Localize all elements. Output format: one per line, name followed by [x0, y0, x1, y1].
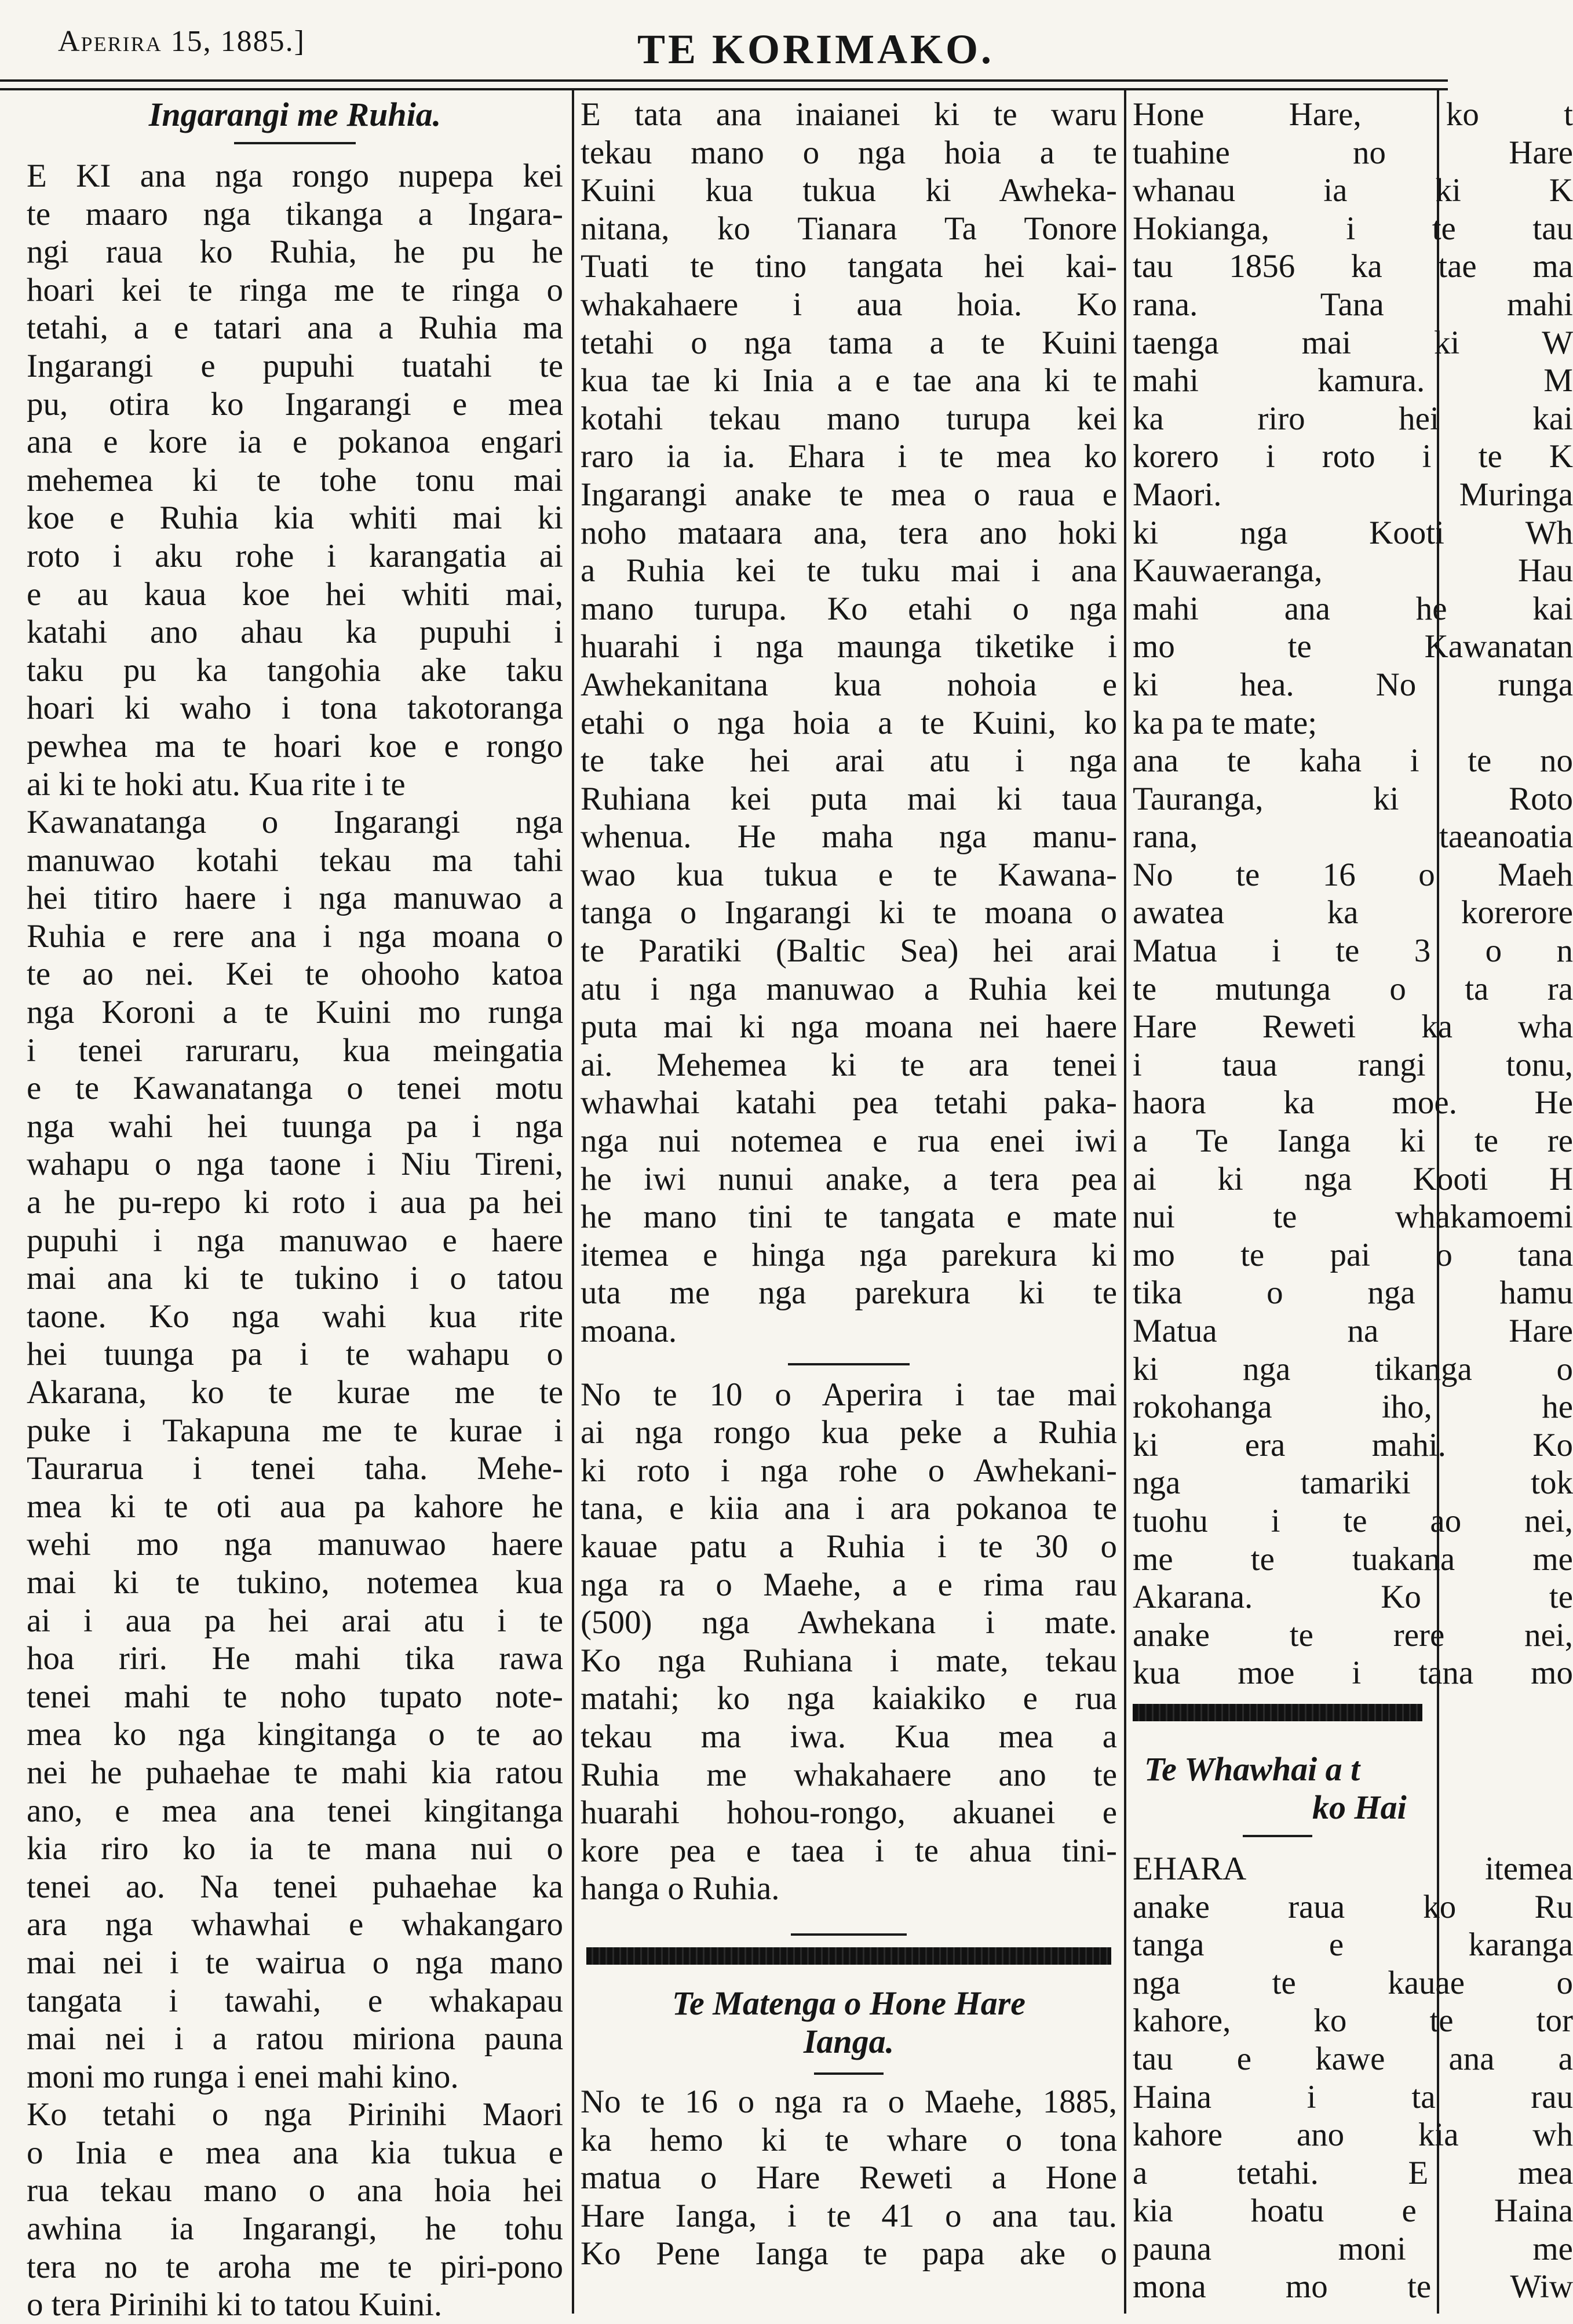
text-line: roto i aku rohe i karangatia ai [27, 537, 563, 574]
text-line: ka pa te mate; [1133, 704, 1317, 741]
text-line: Tuati te tino tangata hei kai- [581, 248, 1117, 285]
text-line: Hare Reweti ka wha [1133, 1008, 1573, 1046]
text-line: puke i Takapuna me te kurae i [27, 1412, 563, 1449]
text-line: Tauranga, ki Roto [1133, 780, 1573, 817]
section-separator-short [791, 1933, 907, 1936]
text-line: korero i roto i te K [1133, 438, 1573, 475]
text-line: nitana, ko Tianara Ta Tonore [581, 210, 1117, 247]
text-line: raro ia ia. Ehara i te mea ko [581, 438, 1117, 475]
text-line: te take hei arai atu i nga [581, 742, 1117, 779]
text-line: pewhea ma te hoari koe e rongo [27, 727, 563, 764]
text-line: ki nga Kooti Wh [1133, 514, 1573, 551]
text-line: hoa riri. He mahi tika rawa [27, 1640, 563, 1677]
text-line: No te 16 o Maeh [1133, 856, 1573, 893]
text-line: ai i aua pa hei arai atu i te [27, 1602, 563, 1639]
text-line: a Ruhia kei te tuku mai i ana [581, 552, 1117, 589]
obituary-body-continued [1133, 96, 1573, 1692]
text-line: noho mataara ana, tera ano hoki [581, 514, 1117, 551]
text-line: kahore, ko te tor [1133, 2002, 1573, 2039]
text-line: etahi o nga hoia a te Kuini, ko [581, 704, 1117, 741]
text-line: matua o Hare Reweti a Hone [581, 2159, 1117, 2196]
text-line: ka riro hei kai [1133, 400, 1573, 437]
text-line: hei titiro haere i nga manuwao a [27, 880, 563, 917]
text-line: anake te rere nei, [1133, 1616, 1573, 1653]
text-line: rana. Tana mahi [1133, 286, 1573, 323]
text-line: o Inia e mea ana kia tukua e [27, 2134, 563, 2171]
text-line: whanau ia ki K [1133, 172, 1573, 209]
text-line: No te 10 o Aperira i tae mai [581, 1376, 1117, 1413]
text-line: mahi ana he kai [1133, 590, 1573, 627]
text-line: rua tekau mano o ana hoia hei [27, 2172, 563, 2209]
text-line: ki hea. No runga [1133, 666, 1573, 703]
header-rule-top [0, 79, 1448, 82]
text-line: Haina i ta rau [1133, 2078, 1573, 2115]
text-line: mo te pai o tana [1133, 1236, 1573, 1273]
article-body-whawhai [1133, 1850, 1573, 2306]
column-divider-1 [572, 88, 574, 2314]
text-line: mai nei i te wairua o nga mano [27, 1944, 563, 1981]
text-line: kauae patu a Ruhia i te 30 o [581, 1528, 1117, 1565]
text-line: pupuhi i nga manuwao e haere [27, 1222, 563, 1259]
obituary-title-line1: Te Matenga o Hone Hare [671, 1984, 1026, 2022]
text-line: ai nga rongo kua peke a Ruhia [581, 1414, 1117, 1451]
text-line: tera no te aroha me te piri-pono [27, 2248, 563, 2285]
text-line: tuohu i te ao nei, [1133, 1502, 1573, 1539]
text-line: E tata ana inaianei ki te waru [581, 96, 1117, 133]
text-line: mahi kamura. M [1133, 362, 1573, 399]
obituary-body [581, 2083, 1117, 2273]
text-line: kore pea e taea i te ahua tini- [581, 1832, 1117, 1869]
text-line: taku pu ka tangohia ake taku [27, 651, 563, 689]
text-line: nei he puhaehae te mahi kia ratou [27, 1754, 563, 1791]
text-line: tekau ma iwa. Kua mea a [581, 1718, 1117, 1755]
text-line: tenei mahi te noho tupato note- [27, 1678, 563, 1715]
text-line: mea ki te oti aua pa kahore he [27, 1488, 563, 1525]
text-line: kua moe i tana mo [1133, 1655, 1573, 1692]
text-line: whenua. He maha nga manu- [581, 818, 1117, 855]
text-line: mano turupa. Ko etahi o nga [581, 590, 1117, 627]
text-line: tau e kawe ana a [1133, 2040, 1573, 2077]
text-line: Ruhiana kei puta mai ki taua [581, 780, 1117, 817]
text-line: whawhai katahi pea tetahi paka- [581, 1084, 1117, 1121]
page-header [0, 0, 1448, 87]
text-line: kia hoatu e Haina [1133, 2192, 1573, 2230]
article-title-ingarangi-me-ruhia: Ingarangi me Ruhia. [148, 96, 441, 133]
text-line: No te 16 o nga ra o Maehe, 1885, [581, 2083, 1117, 2120]
text-line: Taurarua i tenei taha. Mehe- [27, 1450, 563, 1487]
newspaper-masthead: TE KORIMAKO. [637, 26, 995, 72]
text-line: te ao nei. Kei te ohooho katoa [27, 956, 563, 993]
text-line: a tetahi. E mea [1133, 2154, 1573, 2191]
text-line: te mutunga o ta ra [1133, 970, 1573, 1007]
text-line: taenga mai ki W [1133, 324, 1573, 361]
text-line: Ingarangi anake te mea o raua e [581, 476, 1117, 513]
text-line: mona mo te Wiw [1133, 2268, 1573, 2305]
text-line: tika o nga hamu [1133, 1274, 1573, 1312]
text-line: he mano tini te tangata e mate [581, 1199, 1117, 1236]
text-line: a Te Ianga ki te re [1133, 1123, 1573, 1160]
text-line: ki roto i nga rohe o Awhekani- [581, 1452, 1117, 1489]
text-line: pauna moni me [1133, 2230, 1573, 2267]
column-2 [581, 96, 1117, 2314]
text-line: EHARA itemea [1133, 1850, 1573, 1887]
text-line: e te Kawanatanga o tenei motu [27, 1070, 563, 1107]
text-line: taone. Ko nga wahi kua rite [27, 1298, 563, 1335]
article-body-continued [581, 96, 1117, 1350]
ornamental-bar [586, 1947, 1111, 1965]
text-line: e au kaua koe hei whiti mai, [27, 575, 563, 613]
text-line: mai nei i a ratou miriona pauna [27, 2020, 563, 2057]
text-line: nga Koroni a te Kuini mo runga [27, 994, 563, 1031]
text-line: kotahi tekau mano turupa kei [581, 400, 1117, 437]
text-line: a he pu-repo ki roto i aua pa hei [27, 1184, 563, 1221]
text-line: tenei ao. Na tenei puhaehae ka [27, 1868, 563, 1905]
text-line: (500) nga Awhekana i mate. [581, 1604, 1117, 1641]
text-line: itemea e hinga nga parekura ki [581, 1236, 1117, 1273]
text-line: ana te kaha i te no [1133, 742, 1573, 779]
text-line: Hokianga, i te tau [1133, 210, 1573, 247]
text-line: Ko nga Ruhiana i mate, tekau [581, 1642, 1117, 1679]
text-line: ngi raua ko Ruhia, he pu he [27, 234, 563, 271]
text-line: manuwao kotahi tekau ma tahi [27, 842, 563, 879]
text-line: rana, taeanoatia [1133, 818, 1573, 855]
text-line: te Paratiki (Baltic Sea) hei arai [581, 932, 1117, 970]
text-line: tuahine no Hare [1133, 134, 1573, 171]
text-line: Ko tetahi o nga Pirinihi Maori [27, 2096, 563, 2133]
text-line: matahi; ko nga kaiakiko e rua [581, 1680, 1117, 1717]
text-line: he iwi nunui anake, a tera pea [581, 1160, 1117, 1197]
text-line: Hare Ianga, i te 41 o ana tau. [581, 2197, 1117, 2234]
column-1 [27, 96, 563, 2323]
obituary-title [581, 1976, 1117, 2069]
text-line: ka hemo ki te whare o tona [581, 2121, 1117, 2158]
text-line: moni mo runga i enei mahi kino. [27, 2058, 459, 2095]
column-divider-2 [1124, 88, 1126, 2314]
text-line: anake raua ko Ru [1133, 1888, 1573, 1925]
text-line: mehemea ki te tohe tonu mai [27, 461, 563, 498]
text-line: huarahi i nga maunga tiketike i [581, 628, 1117, 665]
text-line: mai ki te tukino, notemea kua [27, 1564, 563, 1601]
text-line: hoari kei te ringa me te ringa o [27, 271, 563, 308]
text-line: Maori. Muringa [1133, 476, 1573, 513]
text-line: i tenei raruraru, kua meingatia [27, 1032, 563, 1069]
text-line: nga tamariki tok [1133, 1465, 1573, 1502]
text-line: hanga o Ruhia. [581, 1870, 780, 1907]
text-line: rokohanga iho, he [1133, 1389, 1573, 1426]
text-line: ai ki nga Kooti H [1133, 1160, 1573, 1197]
issue-date: Aperira 15, 1885.] [58, 25, 305, 58]
text-line: pu, otira ko Ingarangi e mea [27, 385, 563, 422]
text-line: nga ra o Maehe, a e rima rau [581, 1566, 1117, 1603]
text-line: o tera Pirinihi ki to tatou Kuini. [27, 2286, 443, 2323]
text-line: nui te whakamoemi [1133, 1199, 1573, 1236]
text-line: i taua rangi tonu, [1133, 1046, 1573, 1083]
text-line: awhina ia Ingarangi, he tohu [27, 2210, 563, 2247]
text-line: ki era mahi. Ko [1133, 1426, 1573, 1463]
article-title-whawhai-line1: Te Whawhai a t [1144, 1750, 1360, 1788]
text-line: hoari ki waho i tona takotoranga [27, 690, 563, 727]
text-line: atu i nga manuwao a Ruhia kei [581, 970, 1117, 1007]
text-line: tekau mano o nga hoia a te [581, 134, 1117, 171]
text-line: Ruhia me whakahaere ano te [581, 1756, 1117, 1793]
text-line: uta me nga parekura ki te [581, 1274, 1117, 1312]
text-line: E KI ana nga rongo nupepa kei [27, 158, 563, 194]
obituary-title-line2: Ianga. [803, 2022, 895, 2060]
text-line: tau 1856 ka tae ma [1133, 248, 1573, 285]
text-line: kua tae ki Inia a e tae ana ki te [581, 362, 1117, 399]
text-line: nga te kauae o [1133, 1964, 1573, 2001]
text-line: ano, e mea ana tenei kingitanga [27, 1792, 563, 1829]
text-line: wehi mo nga manuwao haere [27, 1526, 563, 1563]
text-line: tetahi, a e tatari ana a Ruhia ma [27, 309, 563, 347]
text-line: awatea ka korerore [1133, 894, 1573, 931]
text-line: Kauwaeranga, Hau [1133, 552, 1573, 589]
text-line: ki nga tikanga o [1133, 1350, 1573, 1387]
text-line: Hone Hare, ko t [1133, 96, 1573, 133]
text-line: wahapu o nga taone i Niu Tireni, [27, 1146, 563, 1183]
text-line: tangata i tawahi, e whakapau [27, 1982, 563, 2019]
article-body [27, 157, 563, 2324]
text-line: Akarana, ko te kurae me te [27, 1374, 563, 1411]
text-line: ara nga whawhai e whakangaro [27, 1906, 563, 1943]
text-line: moana. [581, 1313, 677, 1349]
text-line: katahi ano ahau ka pupuhi i [27, 614, 563, 651]
text-line: Akarana. Ko te [1133, 1579, 1573, 1616]
text-line: puta mai ki nga moana nei haere [581, 1008, 1117, 1046]
text-line: me te tuakana me [1133, 1540, 1573, 1578]
text-line: ai ki te hoki atu. Kua rite i te [27, 766, 406, 803]
text-line: mea ko nga kingitanga o te ao [27, 1716, 563, 1753]
text-line: hei tuunga pa i te wahapu o [27, 1336, 563, 1373]
article-title-whawhai-line2: ko Hai [1312, 1788, 1407, 1826]
text-line: nga wahi hei tuunga pa i nga [27, 1108, 563, 1145]
text-line: mo te Kawanatan [1133, 628, 1573, 665]
text-line: mai ana ki te tukino i o tatou [27, 1260, 563, 1297]
column-3 [1133, 96, 1573, 2314]
text-line: wao kua tukua e te Kawana- [581, 856, 1117, 893]
text-line: tanga o Ingarangi ki te moana o [581, 894, 1117, 931]
text-line: Awhekanitana kua nohoia e [581, 666, 1117, 703]
text-line: te maaro nga tikanga a Ingara- [27, 195, 563, 232]
news-paragraph-afghanistan [581, 1376, 1117, 1908]
title-underline [1243, 1835, 1312, 1837]
text-line: haora ka moe. He [1133, 1084, 1573, 1121]
section-separator [788, 1363, 910, 1365]
text-line: Ko Pene Ianga te papa ake o [581, 2235, 1117, 2272]
text-line: kahore ano kia wh [1133, 2117, 1573, 2154]
text-line: whakahaere i aua hoia. Ko [581, 286, 1117, 323]
text-line: huarahi hohou-rongo, akuanei e [581, 1794, 1117, 1831]
text-line: kia riro ko ia te mana nui o [27, 1830, 563, 1867]
text-line: tanga e karanga [1133, 1926, 1573, 1964]
text-line: koe e Ruhia kia whiti mai ki [27, 500, 563, 537]
text-line: tetahi o nga tama a te Kuini [581, 324, 1117, 361]
text-line: ai. Mehemea ki te ara tenei [581, 1046, 1117, 1083]
text-line: nga nui notemea e rua enei iwi [581, 1123, 1117, 1160]
text-line: Kawanatanga o Ingarangi nga [27, 804, 563, 841]
text-line: Matua na Hare [1133, 1313, 1573, 1349]
title-underline [814, 2072, 884, 2075]
title-underline [234, 142, 356, 144]
header-rule-bottom [0, 88, 1448, 90]
text-line: tana, e kiia ana i ara pokanoa te [581, 1490, 1117, 1527]
text-line: Ruhia e rere ana i nga moana o [27, 917, 563, 955]
text-line: Kuini kua tukua ki Awheka- [581, 172, 1117, 209]
text-line: Ingarangi e pupuhi tuatahi te [27, 347, 563, 384]
text-line: Matua i te 3 o n [1133, 932, 1573, 970]
text-line: ana e kore ia e pokanoa engari [27, 424, 563, 461]
ornamental-bar [1133, 1704, 1422, 1721]
